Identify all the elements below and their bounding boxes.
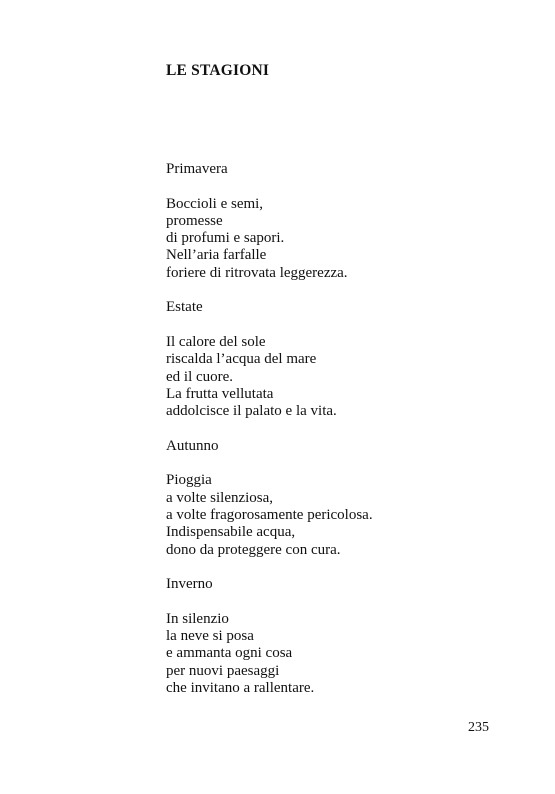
poem-line: Nell’aria farfalle — [166, 247, 267, 264]
poem-line: Il calore del sole — [166, 333, 266, 350]
poem-line: di profumi e sapori. — [166, 230, 285, 247]
poem-line: La frutta vellutata — [166, 385, 274, 402]
poem-title: LE STAGIONI — [166, 62, 270, 79]
poem-line: la neve si posa — [166, 628, 254, 645]
poem-line: promesse — [166, 212, 223, 229]
section-heading-autunno: Autunno — [166, 437, 219, 454]
poem-line: foriere di ritrovata leggerezza. — [166, 264, 348, 281]
poem-line: che invitano a rallentare. — [166, 679, 315, 696]
poem-line: Pioggia — [166, 472, 212, 489]
section-heading-primavera: Primavera — [166, 161, 228, 177]
poem-line: e ammanta ogni cosa — [166, 645, 293, 662]
stanza-primavera — [166, 196, 496, 282]
poem-line: per nuovi paesaggi — [166, 662, 280, 679]
poem-line: ed il cuore. — [166, 368, 234, 385]
page-number: 235 — [468, 720, 489, 735]
poem-line: dono da proteggere con cura. — [166, 541, 341, 558]
poem-line: a volte fragorosamente pericolosa. — [166, 506, 373, 523]
poem-line: Indispensabile acqua, — [166, 524, 296, 541]
section-heading-estate: Estate — [166, 299, 203, 316]
poem-line: In silenzio — [166, 610, 229, 627]
stanza-inverno — [166, 611, 496, 697]
poem-line: addolcisce il palato e la vita. — [166, 403, 337, 420]
stanza-autunno — [166, 472, 496, 558]
stanza-estate — [166, 334, 496, 420]
poem-line: a volte silenziosa, — [166, 489, 274, 506]
section-heading-inverno: Inverno — [166, 576, 213, 593]
poem-line: riscalda l’acqua del mare — [166, 351, 317, 368]
poem-line: Boccioli e semi, — [166, 195, 264, 212]
poem-body — [166, 161, 496, 715]
